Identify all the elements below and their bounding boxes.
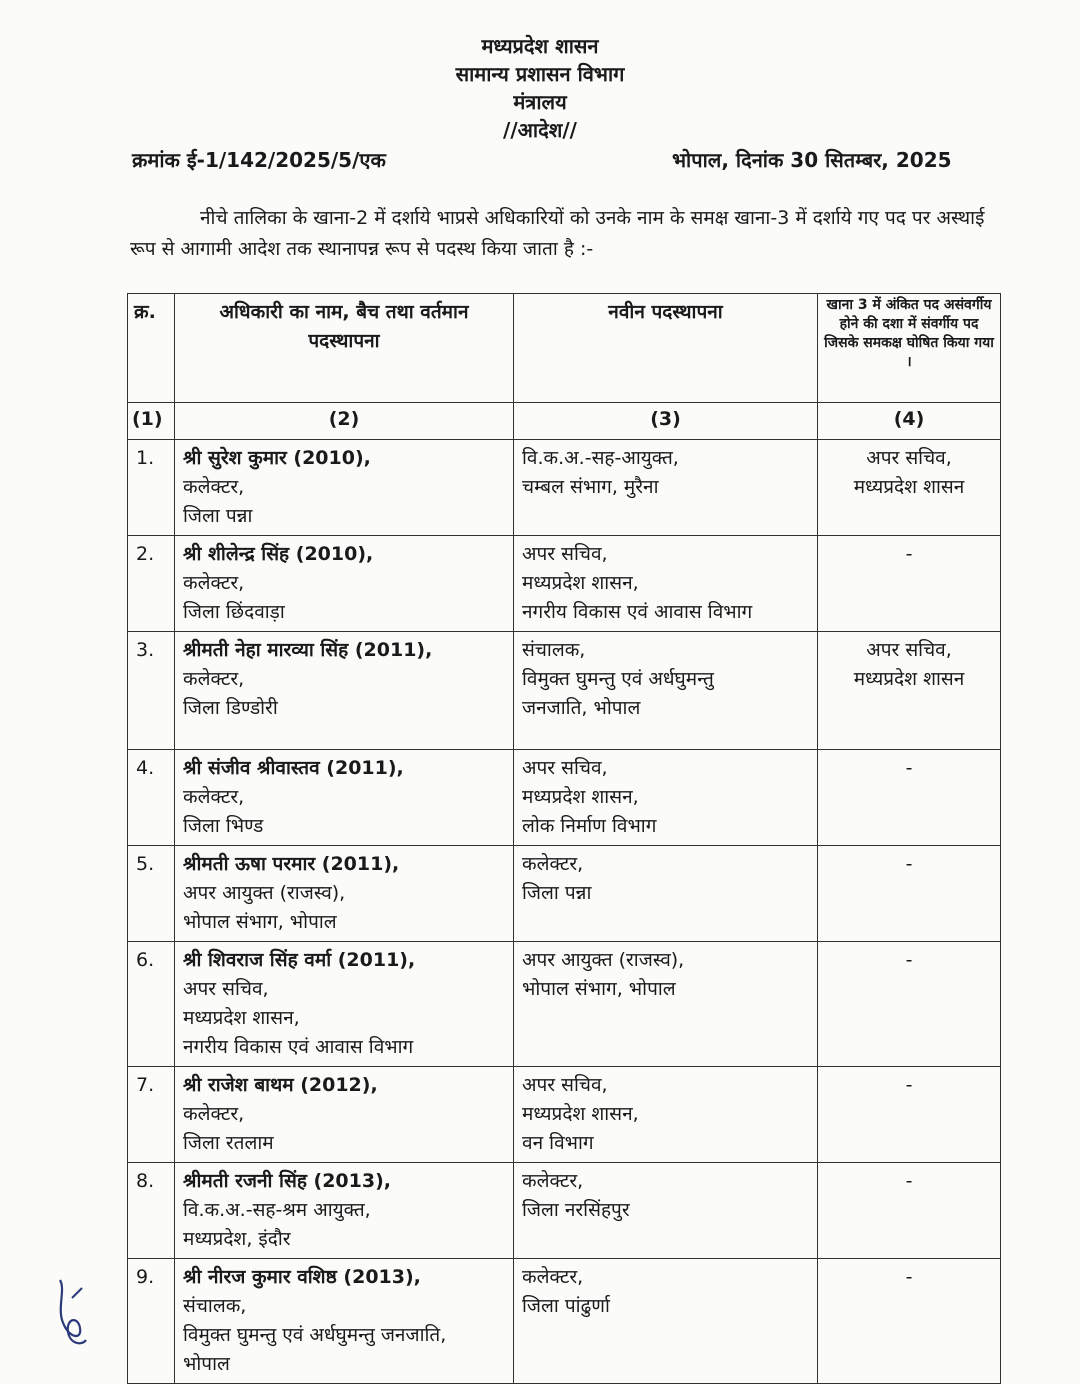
equivalent-post-cell <box>818 536 1001 632</box>
officer-name: श्री शिवराज सिंह वर्मा (2011), <box>183 949 416 971</box>
officer-cell <box>175 632 514 750</box>
equivalent-post-line: मध्यप्रदेश शासन <box>853 476 965 498</box>
header-officer: अधिकारी का नाम, बैच तथा वर्तमान पदस्थापना <box>175 294 514 403</box>
current-posting-line: कलेक्टर, <box>183 786 245 808</box>
column-number: (4) <box>818 403 1001 440</box>
new-posting-line: मध्यप्रदेश शासन, <box>522 572 639 594</box>
posting-table <box>127 293 1001 1384</box>
signature-mark <box>52 1270 92 1350</box>
officer-name: श्रीमती नेहा मारव्या सिंह (2011), <box>183 639 433 661</box>
current-posting-line: कलेक्टर, <box>183 572 245 594</box>
new-posting-line: अपर आयुक्त (राजस्व), <box>522 949 685 971</box>
officer-name: श्रीमती रजनी सिंह (2013), <box>183 1170 391 1192</box>
current-posting-line: वि.क.अ.-सह-श्रम आयुक्त, <box>183 1199 371 1221</box>
equivalent-post-line: मध्यप्रदेश शासन <box>853 668 965 690</box>
table-row <box>128 1067 1001 1163</box>
new-posting-cell <box>514 1259 818 1384</box>
row-serial: 1. <box>128 440 175 536</box>
table-row <box>128 1163 1001 1259</box>
current-posting-line: कलेक्टर, <box>183 668 245 690</box>
column-number: (3) <box>514 403 818 440</box>
equivalent-post-line: अपर सचिव, <box>866 639 952 661</box>
table-header-row <box>128 294 1001 403</box>
row-serial: 6. <box>128 942 175 1067</box>
new-posting-line: अपर सचिव, <box>522 757 608 779</box>
officer-cell <box>175 536 514 632</box>
new-posting-cell <box>514 536 818 632</box>
current-posting-line: विमुक्त घुमन्तु एवं अर्धघुमन्तु जनजाति, <box>183 1324 447 1346</box>
order-number: क्रमांक ई-1/142/2025/5/एक <box>132 148 386 172</box>
current-posting-line: अपर आयुक्त (राजस्व), <box>183 882 346 904</box>
new-posting-line: मध्यप्रदेश शासन, <box>522 1103 639 1125</box>
equivalent-post-cell <box>818 942 1001 1067</box>
new-posting-line: जिला पांढुर्णा <box>522 1295 610 1317</box>
current-posting-line: मध्यप्रदेश शासन, <box>183 1007 300 1029</box>
header-ministry: मंत्रालय <box>513 90 567 114</box>
equivalent-post-cell <box>818 632 1001 750</box>
new-posting-line: विमुक्त घुमन्तु एवं अर्धघुमन्तु <box>522 668 714 690</box>
new-posting-line: चम्बल संभाग, मुरैना <box>522 476 659 498</box>
intro-paragraph: नीचे तालिका के खाना-2 में दर्शाये भाप्रसे अधिकारियों को उनके नाम के समक्ष खाना-3 में दर्शाये गए पद पर अस्थाई रूप से आगामी आदेश तक स्थानापन्न रूप से पदस्थ किया जाता है :- <box>130 207 985 260</box>
table-row <box>128 942 1001 1067</box>
current-posting-line: संचालक, <box>183 1295 247 1317</box>
officer-cell <box>175 942 514 1067</box>
new-posting-line: अपर सचिव, <box>522 543 608 565</box>
new-posting-line: जिला नरसिंहपुर <box>522 1199 630 1221</box>
new-posting-line: जनजाति, भोपाल <box>522 697 641 719</box>
equivalent-post-line: - <box>905 853 913 875</box>
equivalent-post-line: - <box>905 543 913 565</box>
new-posting-line: अपर सचिव, <box>522 1074 608 1096</box>
new-posting-cell <box>514 846 818 942</box>
equivalent-post-cell <box>818 846 1001 942</box>
table-row <box>128 632 1001 750</box>
equivalent-post-line: - <box>905 1170 913 1192</box>
new-posting-cell <box>514 440 818 536</box>
officer-name: श्री सुरेश कुमार (2010), <box>183 447 371 469</box>
equivalent-post-cell <box>818 750 1001 846</box>
document-header <box>0 32 1080 144</box>
row-serial: 5. <box>128 846 175 942</box>
new-posting-cell <box>514 942 818 1067</box>
officer-name: श्री संजीव श्रीवास्तव (2011), <box>183 757 404 779</box>
equivalent-post-cell <box>818 440 1001 536</box>
current-posting-line: अपर सचिव, <box>183 978 269 1000</box>
table-row <box>128 1259 1001 1384</box>
equivalent-post-line: अपर सचिव, <box>866 447 952 469</box>
equivalent-post-line: - <box>905 757 913 779</box>
new-posting-line: संचालक, <box>522 639 586 661</box>
new-posting-line: मध्यप्रदेश शासन, <box>522 786 639 808</box>
header-equivalent-post: खाना 3 में अंकित पद असंवर्गीय होने की दशा में संवर्गीय पद जिसके समकक्ष घोषित किया गया । <box>818 294 1001 403</box>
current-posting-line: कलेक्टर, <box>183 476 245 498</box>
current-posting-line: नगरीय विकास एवं आवास विभाग <box>183 1036 414 1058</box>
equivalent-post-cell <box>818 1163 1001 1259</box>
current-posting-line: मध्यप्रदेश, इंदौर <box>183 1228 291 1250</box>
new-posting-line: नगरीय विकास एवं आवास विभाग <box>522 601 753 623</box>
officer-name: श्री शीलेन्द्र सिंह (2010), <box>183 543 374 565</box>
row-serial: 2. <box>128 536 175 632</box>
officer-name: श्री राजेश बाथम (2012), <box>183 1074 378 1096</box>
equivalent-post-line: - <box>905 1266 913 1288</box>
new-posting-line: कलेक्टर, <box>522 1266 584 1288</box>
equivalent-post-line: - <box>905 1074 913 1096</box>
current-posting-line: भोपाल <box>183 1353 230 1375</box>
new-posting-line: वि.क.अ.-सह-आयुक्त, <box>522 447 679 469</box>
table-row <box>128 846 1001 942</box>
equivalent-post-cell <box>818 1259 1001 1384</box>
row-serial: 9. <box>128 1259 175 1384</box>
current-posting-line: जिला भिण्ड <box>183 815 264 837</box>
table-row <box>128 440 1001 536</box>
officer-name: श्री नीरज कुमार वशिष्ठ (2013), <box>183 1266 421 1288</box>
officer-name: श्रीमती ऊषा परमार (2011), <box>183 853 400 875</box>
new-posting-line: लोक निर्माण विभाग <box>522 815 657 837</box>
table-row <box>128 750 1001 846</box>
row-serial: 4. <box>128 750 175 846</box>
row-serial: 7. <box>128 1067 175 1163</box>
officer-cell <box>175 1163 514 1259</box>
row-serial: 3. <box>128 632 175 750</box>
new-posting-line: कलेक्टर, <box>522 853 584 875</box>
order-place-date: भोपाल, दिनांक 30 सितम्बर, 2025 <box>672 148 952 172</box>
header-order-title: //आदेश// <box>503 118 577 142</box>
header-government: मध्यप्रदेश शासन <box>481 34 599 58</box>
column-number: (2) <box>175 403 514 440</box>
table-column-number-row <box>128 403 1001 440</box>
current-posting-line: भोपाल संभाग, भोपाल <box>183 911 337 933</box>
new-posting-line: जिला पन्ना <box>522 882 592 904</box>
current-posting-line: जिला छिंदवाड़ा <box>183 601 285 623</box>
officer-cell <box>175 440 514 536</box>
officer-cell <box>175 1259 514 1384</box>
column-number: (1) <box>128 403 175 440</box>
current-posting-line: जिला डिण्डोरी <box>183 697 278 719</box>
header-department: सामान्य प्रशासन विभाग <box>455 62 625 86</box>
new-posting-line: वन विभाग <box>522 1132 594 1154</box>
equivalent-post-line: - <box>905 949 913 971</box>
officer-cell <box>175 1067 514 1163</box>
current-posting-line: जिला रतलाम <box>183 1132 274 1154</box>
equivalent-post-cell <box>818 1067 1001 1163</box>
new-posting-cell <box>514 1067 818 1163</box>
table-row <box>128 536 1001 632</box>
officer-cell <box>175 846 514 942</box>
new-posting-cell <box>514 1163 818 1259</box>
current-posting-line: कलेक्टर, <box>183 1103 245 1125</box>
new-posting-cell <box>514 750 818 846</box>
header-new-posting: नवीन पदस्थापना <box>514 294 818 403</box>
new-posting-line: कलेक्टर, <box>522 1170 584 1192</box>
row-serial: 8. <box>128 1163 175 1259</box>
current-posting-line: जिला पन्ना <box>183 505 253 527</box>
header-serial: क्र. <box>128 294 175 403</box>
new-posting-line: भोपाल संभाग, भोपाल <box>522 978 676 1000</box>
new-posting-cell <box>514 632 818 750</box>
officer-cell <box>175 750 514 846</box>
